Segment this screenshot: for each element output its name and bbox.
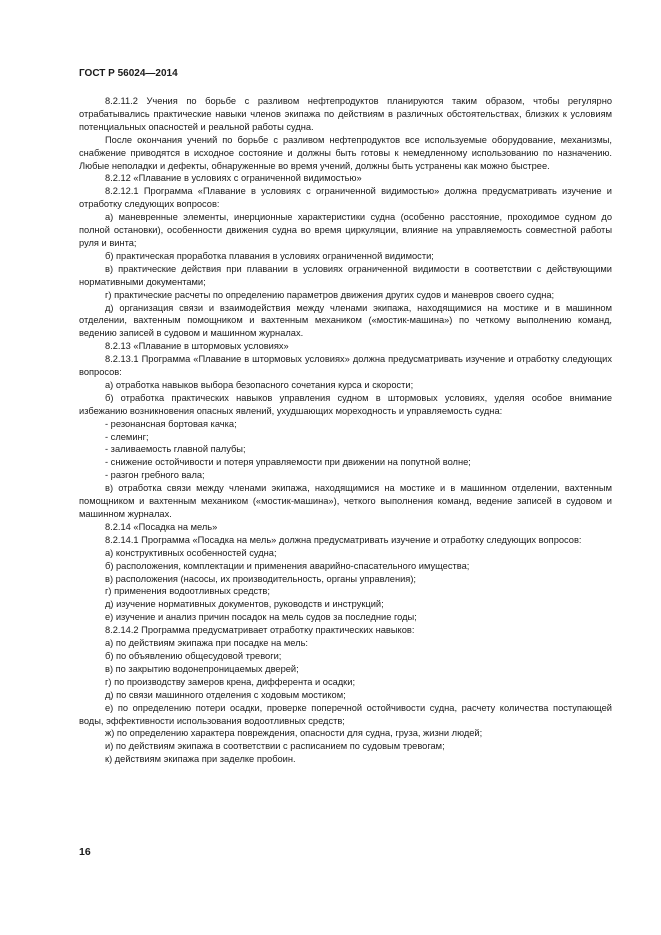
list-item: в) по закрытию водонепроницаемых дверей; [105, 663, 299, 674]
list-item: е) изучение и анализ причин посадок на мель судов за последние годы; [105, 612, 417, 623]
paragraph: 8.2.12.1 Программа «Плавание в условиях с ограниченной видимостью» должна предусматривать изучение и отработку следующих вопросов: [79, 186, 612, 210]
paragraph: После окончания учений по борьбе с разливом нефтепродуктов все используемые оборудование, механизмы, снабжение приводятся в исходное состояние и должны быть готовы к немедленному использованию по назначению. Любые неполадки и дефекты, обнаруженные во время учений, должны быть устранены как можно быстрее. [79, 134, 612, 171]
page-number: 16 [79, 846, 91, 858]
list-item: е) по определению потери осадки, проверке поперечной остойчивости судна, расчету количества поступающей воды, эффективности использования водоотливных средств; [79, 702, 612, 726]
paragraph: 8.2.14.1 Программа «Посадка на мель» должна предусматривать изучение и отработку следующих вопросов: [105, 534, 582, 545]
list-item: б) по объявлению общесудовой тревоги; [105, 650, 282, 661]
list-item: б) практическая проработка плавания в условиях ограниченной видимости; [105, 250, 434, 261]
list-item: б) отработка практических навыков управления судном в штормовых условиях, уделяя особое внимание избежанию возникновения опасных явлений, ухудшающих мореходность и управляемость судна: [79, 392, 612, 416]
list-item: - заливаемость главной палубы; [105, 444, 246, 455]
list-item: а) конструктивных особенностей судна; [105, 547, 277, 558]
paragraph: 8.2.11.2 Учения по борьбе с разливом нефтепродуктов планируются таким образом, чтобы регулярно отрабатывались практические навыки членов экипажа по действиям в различных обстоятельствах, близких к условиям потенциальных опасностей и реальной работы судна. [79, 96, 612, 132]
list-item: - слеминг; [105, 431, 149, 442]
paragraph: 8.2.14.2 Программа предусматривает отработку практических навыков: [105, 625, 415, 636]
list-item: ж) по определению характера повреждения, опасности для судна, груза, жизни людей; [105, 728, 483, 739]
list-item: в) расположения (насосы, их производительность, органы управления); [105, 573, 417, 584]
document-header: ГОСТ Р 56024—2014 [79, 68, 178, 79]
list-item: а) по действиям экипажа при посадке на мель: [105, 638, 309, 649]
list-item: д) организация связи и взаимодействия между членами экипажа, находящимися на мостике и в машинном отделении, вахтенным помощником и вахтенным механиком («мостик-машина») по четкому выполнению команд, ведению записей в судовом и машинном журналах. [79, 302, 612, 339]
list-item: д) по связи машинного отделения с ходовым мостиком; [105, 689, 346, 700]
list-item: г) по производству замеров крена, дифферента и осадки; [105, 676, 356, 687]
list-item: а) маневренные элементы, инерционные характеристики судна (особенно расстояние, проходимое судном до полной остановки), особенности движения судна во время циркуляции, влияние на управляемость совместной работы руля и винта; [79, 212, 612, 248]
list-item: - разгон гребного вала; [105, 470, 205, 481]
section-heading: 8.2.12 «Плавание в условиях с ограниченной видимостью» [105, 173, 362, 184]
list-item: в) практические действия при плавании в условиях ограниченной видимости в соответствии с действующими нормативными документами; [79, 263, 612, 287]
list-item: и) по действиям экипажа в соответствии с расписанием по судовым тревогам; [105, 741, 445, 752]
list-item: - резонансная бортовая качка; [105, 418, 237, 429]
list-item: г) применения водоотливных средств; [105, 586, 270, 597]
section-heading: 8.2.14 «Посадка на мель» [105, 521, 218, 532]
list-item: д) изучение нормативных документов, руководств и инструкций; [105, 599, 384, 610]
list-item: - снижение остойчивости и потеря управляемости при движении на попутной волне; [105, 457, 471, 468]
list-item: а) отработка навыков выбора безопасного сочетания курса и скорости; [105, 379, 414, 390]
list-item: б) расположения, комплектации и применения аварийно-спасательного имущества; [105, 560, 470, 571]
list-item: в) отработка связи между членами экипажа, находящимися на мостике и в машинном отделении, вахтенным помощником и вахтенным механиком («мостик-машина»), четкого выполнения команд, ведение записей в судовом и машинном журналах. [79, 483, 612, 519]
document-body [79, 95, 612, 766]
list-item: к) действиям экипажа при заделке пробоин. [105, 754, 296, 765]
paragraph: 8.2.13.1 Программа «Плавание в штормовых условиях» должна предусматривать изучение и отработку следующих вопросов: [79, 354, 612, 378]
list-item: г) практические расчеты по определению параметров движения других судов и маневров своего судна; [105, 289, 555, 300]
section-heading: 8.2.13 «Плавание в штормовых условиях» [105, 341, 289, 352]
